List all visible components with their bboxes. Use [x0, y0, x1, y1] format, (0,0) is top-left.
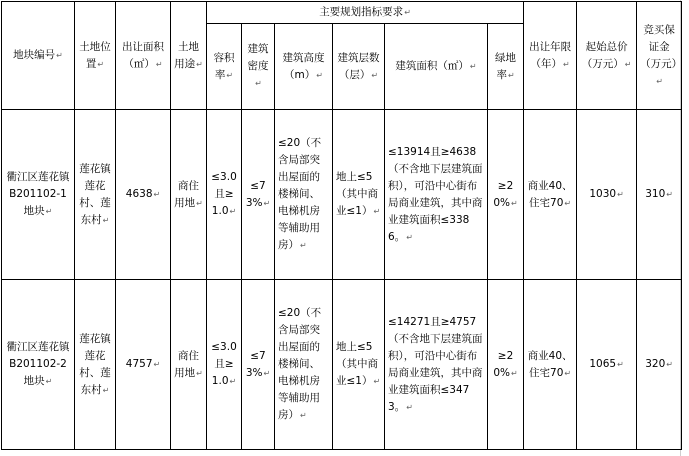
- group-header-planning: 主要规划指标要求 ↵: [207, 2, 524, 24]
- col-header-far: 容积率 ↵: [207, 24, 242, 110]
- cell-far: ≤3.0且≥1.0 ↵: [207, 280, 242, 450]
- cell-location: 莲花镇莲花村、莲东村 ↵: [75, 280, 116, 450]
- cell-term: 商业40、住宅70 ↵: [524, 280, 577, 450]
- cell-term: 商业40、住宅70 ↵: [524, 110, 577, 280]
- col-header-floors: 建筑层数（层） ↵: [333, 24, 385, 110]
- cell-green: ≥20% ↵: [488, 280, 524, 450]
- cell-floors: 地上≤5（其中商业≤1） ↵: [333, 280, 385, 450]
- col-header-area: 出让面积（㎡） ↵: [116, 2, 171, 110]
- col-header-green: 绿地率 ↵: [488, 24, 524, 110]
- cell-area: 4638 ↵: [116, 110, 171, 280]
- col-header-density: 建筑密度 ↵: [242, 24, 275, 110]
- cell-height: ≤20（不含局部突出屋面的楼梯间、电梯机房等辅助用房） ↵: [275, 280, 333, 450]
- cell-far: ≤3.0且≥1.0 ↵: [207, 110, 242, 280]
- header-row-top: [2, 2, 682, 24]
- cell-use: 商住用地 ↵: [171, 110, 207, 280]
- col-header-height: 建筑高度（m） ↵: [275, 24, 333, 110]
- cell-price: 1065 ↵: [577, 280, 637, 450]
- cell-gfa: ≤13914且≥4638（不含地下层建筑面积），可沿中心街布局商业建筑，其中商业建筑面积≤3386。 ↵: [385, 110, 488, 280]
- cell-use: 商住用地 ↵: [171, 280, 207, 450]
- cell-location: 莲花镇莲花村、莲东村 ↵: [75, 110, 116, 280]
- cell-area: 4757 ↵: [116, 280, 171, 450]
- cell-deposit: 310 ↵: [637, 110, 682, 280]
- col-header-location: 土地位置 ↵: [75, 2, 116, 110]
- cell-price: 1030 ↵: [577, 110, 637, 280]
- table-row: [2, 280, 682, 450]
- cell-green: ≥20% ↵: [488, 110, 524, 280]
- cell-id: 衢江区莲花镇B201102-1地块 ↵: [2, 110, 75, 280]
- col-header-use: 土地用途 ↵: [171, 2, 207, 110]
- col-header-price: 起始总价（万元） ↵: [577, 2, 637, 110]
- cell-gfa: ≤14271且≥4757（不含地下层建筑面积），可沿中心街布局商业建筑，其中商业建筑面积≤3473。 ↵: [385, 280, 488, 450]
- cell-density: ≤73% ↵: [242, 110, 275, 280]
- col-header-term: 出让年限（年） ↵: [524, 2, 577, 110]
- col-header-deposit: 竞买保证金（万元） ↵: [637, 2, 682, 110]
- col-header-gfa: 建筑面积（㎡） ↵: [385, 24, 488, 110]
- cell-height: ≤20（不含局部突出屋面的楼梯间、电梯机房等辅助用房） ↵: [275, 110, 333, 280]
- land-plan-table: [1, 1, 682, 450]
- table-row: [2, 110, 682, 280]
- cell-density: ≤73% ↵: [242, 280, 275, 450]
- cell-deposit: 320 ↵: [637, 280, 682, 450]
- col-header-id: 地块编号 ↵: [2, 2, 75, 110]
- cell-floors: 地上≤5（其中商业≤1） ↵: [333, 110, 385, 280]
- cell-id: 衢江区莲花镇B201102-2地块 ↵: [2, 280, 75, 450]
